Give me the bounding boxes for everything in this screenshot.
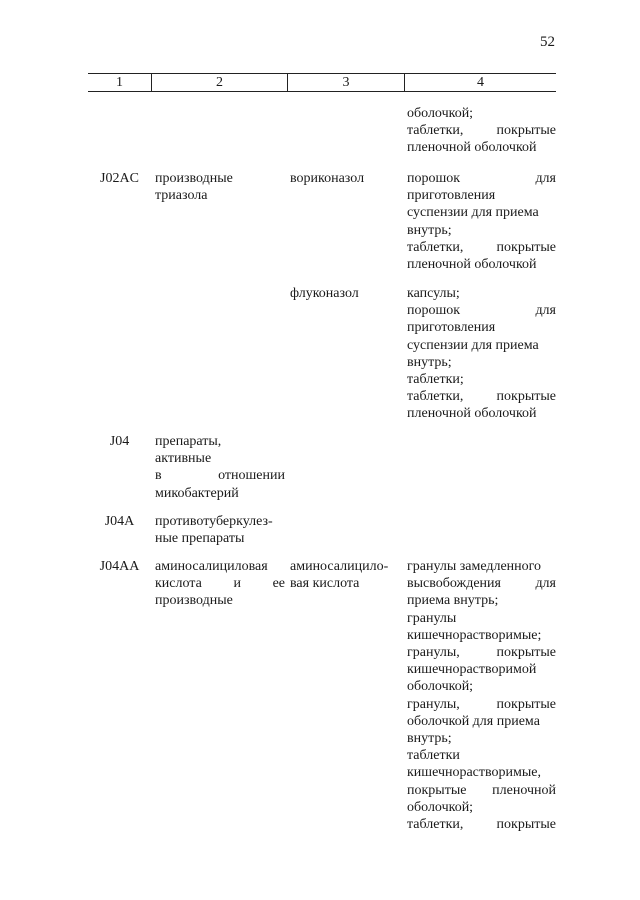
- group-text: ные препараты: [155, 531, 245, 547]
- group-text: противотуберкулез-: [155, 514, 273, 529]
- group-text: ее: [272, 576, 285, 592]
- group-text: производные: [155, 171, 233, 186]
- forms-text: кишечнорастворимой: [407, 662, 537, 678]
- group-text: триазола: [155, 188, 208, 204]
- forms-text: суспензии для приема: [407, 337, 539, 353]
- table-header-row: [88, 73, 556, 92]
- forms-text: гранулы,: [407, 645, 460, 661]
- page-number: 52: [540, 34, 555, 50]
- forms-line: [407, 610, 556, 627]
- forms-text: покрытые: [496, 389, 556, 405]
- forms-line: [407, 105, 556, 122]
- forms-line: [407, 204, 556, 221]
- forms-cell: [407, 170, 556, 273]
- forms-line: [407, 354, 556, 371]
- group-text: активные: [155, 451, 212, 467]
- forms-text: приготовления: [407, 188, 496, 204]
- forms-text: капсулы;: [407, 286, 460, 301]
- drug-line: [290, 285, 402, 302]
- forms-text: таблетки,: [407, 389, 464, 405]
- group-text: отношении: [218, 468, 285, 484]
- forms-line: [407, 627, 556, 644]
- group-text: микобактерий: [155, 485, 239, 501]
- forms-text: оболочкой;: [407, 679, 474, 695]
- forms-text: пленочной оболочкой: [407, 257, 537, 273]
- forms-text: гранулы замедленного: [407, 559, 542, 574]
- forms-line: [407, 558, 556, 575]
- group-line: [155, 575, 285, 592]
- forms-line: [407, 285, 556, 302]
- forms-text: внутрь;: [407, 222, 452, 238]
- forms-text: оболочкой;: [407, 106, 474, 121]
- forms-line: [407, 388, 556, 405]
- forms-text: кишечнорастворимые,: [407, 765, 542, 781]
- forms-text: для: [535, 303, 556, 319]
- group-line: [155, 187, 285, 204]
- forms-line: [407, 696, 556, 713]
- forms-text: внутрь;: [407, 354, 452, 370]
- forms-line: [407, 592, 556, 609]
- atc-code-cell: J04AA: [99, 559, 140, 574]
- forms-text: покрытые: [496, 239, 556, 255]
- forms-line: [407, 239, 556, 256]
- drug-line: [290, 575, 402, 592]
- forms-text: пленочной оболочкой: [407, 406, 537, 422]
- forms-cell: [407, 558, 556, 833]
- forms-text: оболочкой;: [407, 799, 474, 815]
- forms-text: таблетки,: [407, 239, 464, 255]
- forms-line: [407, 799, 556, 816]
- forms-line: [407, 816, 556, 833]
- drug-text: вориконазол: [290, 171, 365, 186]
- forms-text: таблетки;: [407, 372, 464, 388]
- forms-text: гранулы: [407, 610, 457, 626]
- forms-text: для: [535, 171, 556, 186]
- drug-line: [290, 558, 402, 575]
- forms-text: покрытые: [496, 696, 556, 712]
- forms-text: таблетки: [407, 748, 460, 764]
- forms-text: пленочной: [492, 782, 556, 798]
- forms-line: [407, 764, 556, 781]
- group-text: в: [155, 468, 162, 484]
- forms-text: пленочной оболочкой: [407, 140, 537, 156]
- forms-line: [407, 747, 556, 764]
- group-text: производные: [155, 593, 233, 609]
- forms-text: высвобождения: [407, 576, 501, 592]
- forms-text: порошок: [407, 303, 461, 319]
- forms-line: [407, 405, 556, 422]
- group-line: [155, 170, 285, 187]
- forms-text: покрытые: [496, 645, 556, 661]
- forms-text: суспензии для приема: [407, 205, 539, 221]
- group-cell: [155, 513, 285, 547]
- group-line: [155, 513, 285, 530]
- drug-line: [290, 170, 402, 187]
- forms-line: [407, 187, 556, 204]
- forms-text: гранулы,: [407, 696, 460, 712]
- forms-line: [407, 782, 556, 799]
- drug-cell: [290, 285, 402, 302]
- forms-line: [407, 713, 556, 730]
- column-header-1: 1: [116, 75, 123, 90]
- drug-text: флуконазол: [290, 286, 359, 301]
- drug-text: вая кислота: [290, 576, 360, 592]
- forms-text: приготовления: [407, 320, 496, 336]
- group-line: [155, 592, 285, 609]
- forms-line: [407, 337, 556, 354]
- group-line: [155, 530, 285, 547]
- group-text: кислота: [155, 576, 202, 592]
- group-cell: [155, 170, 285, 204]
- forms-text: покрытые: [496, 123, 556, 139]
- forms-line: [407, 222, 556, 239]
- atc-code-cell: J04: [109, 434, 130, 449]
- forms-line: [407, 644, 556, 661]
- forms-line: [407, 139, 556, 156]
- column-header-4: 4: [404, 74, 556, 91]
- forms-line: [407, 319, 556, 336]
- group-line: [155, 450, 285, 467]
- group-text: аминосалициловая: [155, 559, 268, 574]
- group-cell: [155, 433, 285, 502]
- forms-text: приема внутрь;: [407, 593, 499, 609]
- group-line: [155, 467, 285, 484]
- group-text: препараты,: [155, 434, 222, 449]
- forms-line: [407, 371, 556, 388]
- drug-text: аминосалицило-: [290, 559, 389, 574]
- drug-cell: [290, 170, 402, 187]
- atc-code-cell: J04A: [104, 514, 135, 529]
- atc-code-cell: J02AC: [100, 171, 139, 186]
- forms-text: покрытые: [407, 782, 467, 798]
- group-line: [155, 558, 285, 575]
- forms-line: [407, 122, 556, 139]
- forms-text: кишечнорастворимые;: [407, 627, 542, 643]
- forms-cell: [407, 285, 556, 423]
- forms-line: [407, 575, 556, 592]
- forms-text: покрытые: [496, 817, 556, 833]
- forms-text: оболочкой для приема: [407, 713, 540, 729]
- column-header-2: 2: [151, 74, 287, 91]
- forms-line: [407, 661, 556, 678]
- forms-text: таблетки,: [407, 123, 464, 139]
- group-line: [155, 485, 285, 502]
- group-cell: [155, 558, 285, 610]
- group-line: [155, 433, 285, 450]
- forms-cell: [407, 105, 556, 157]
- forms-text: порошок: [407, 171, 461, 186]
- forms-line: [407, 678, 556, 695]
- forms-text: внутрь;: [407, 731, 452, 747]
- drug-cell: [290, 558, 402, 592]
- forms-text: для: [535, 576, 556, 592]
- group-text: и: [233, 576, 241, 592]
- forms-line: [407, 730, 556, 747]
- column-header-3: 3: [287, 74, 404, 91]
- forms-line: [407, 170, 556, 187]
- forms-line: [407, 302, 556, 319]
- forms-text: таблетки,: [407, 817, 464, 833]
- forms-line: [407, 256, 556, 273]
